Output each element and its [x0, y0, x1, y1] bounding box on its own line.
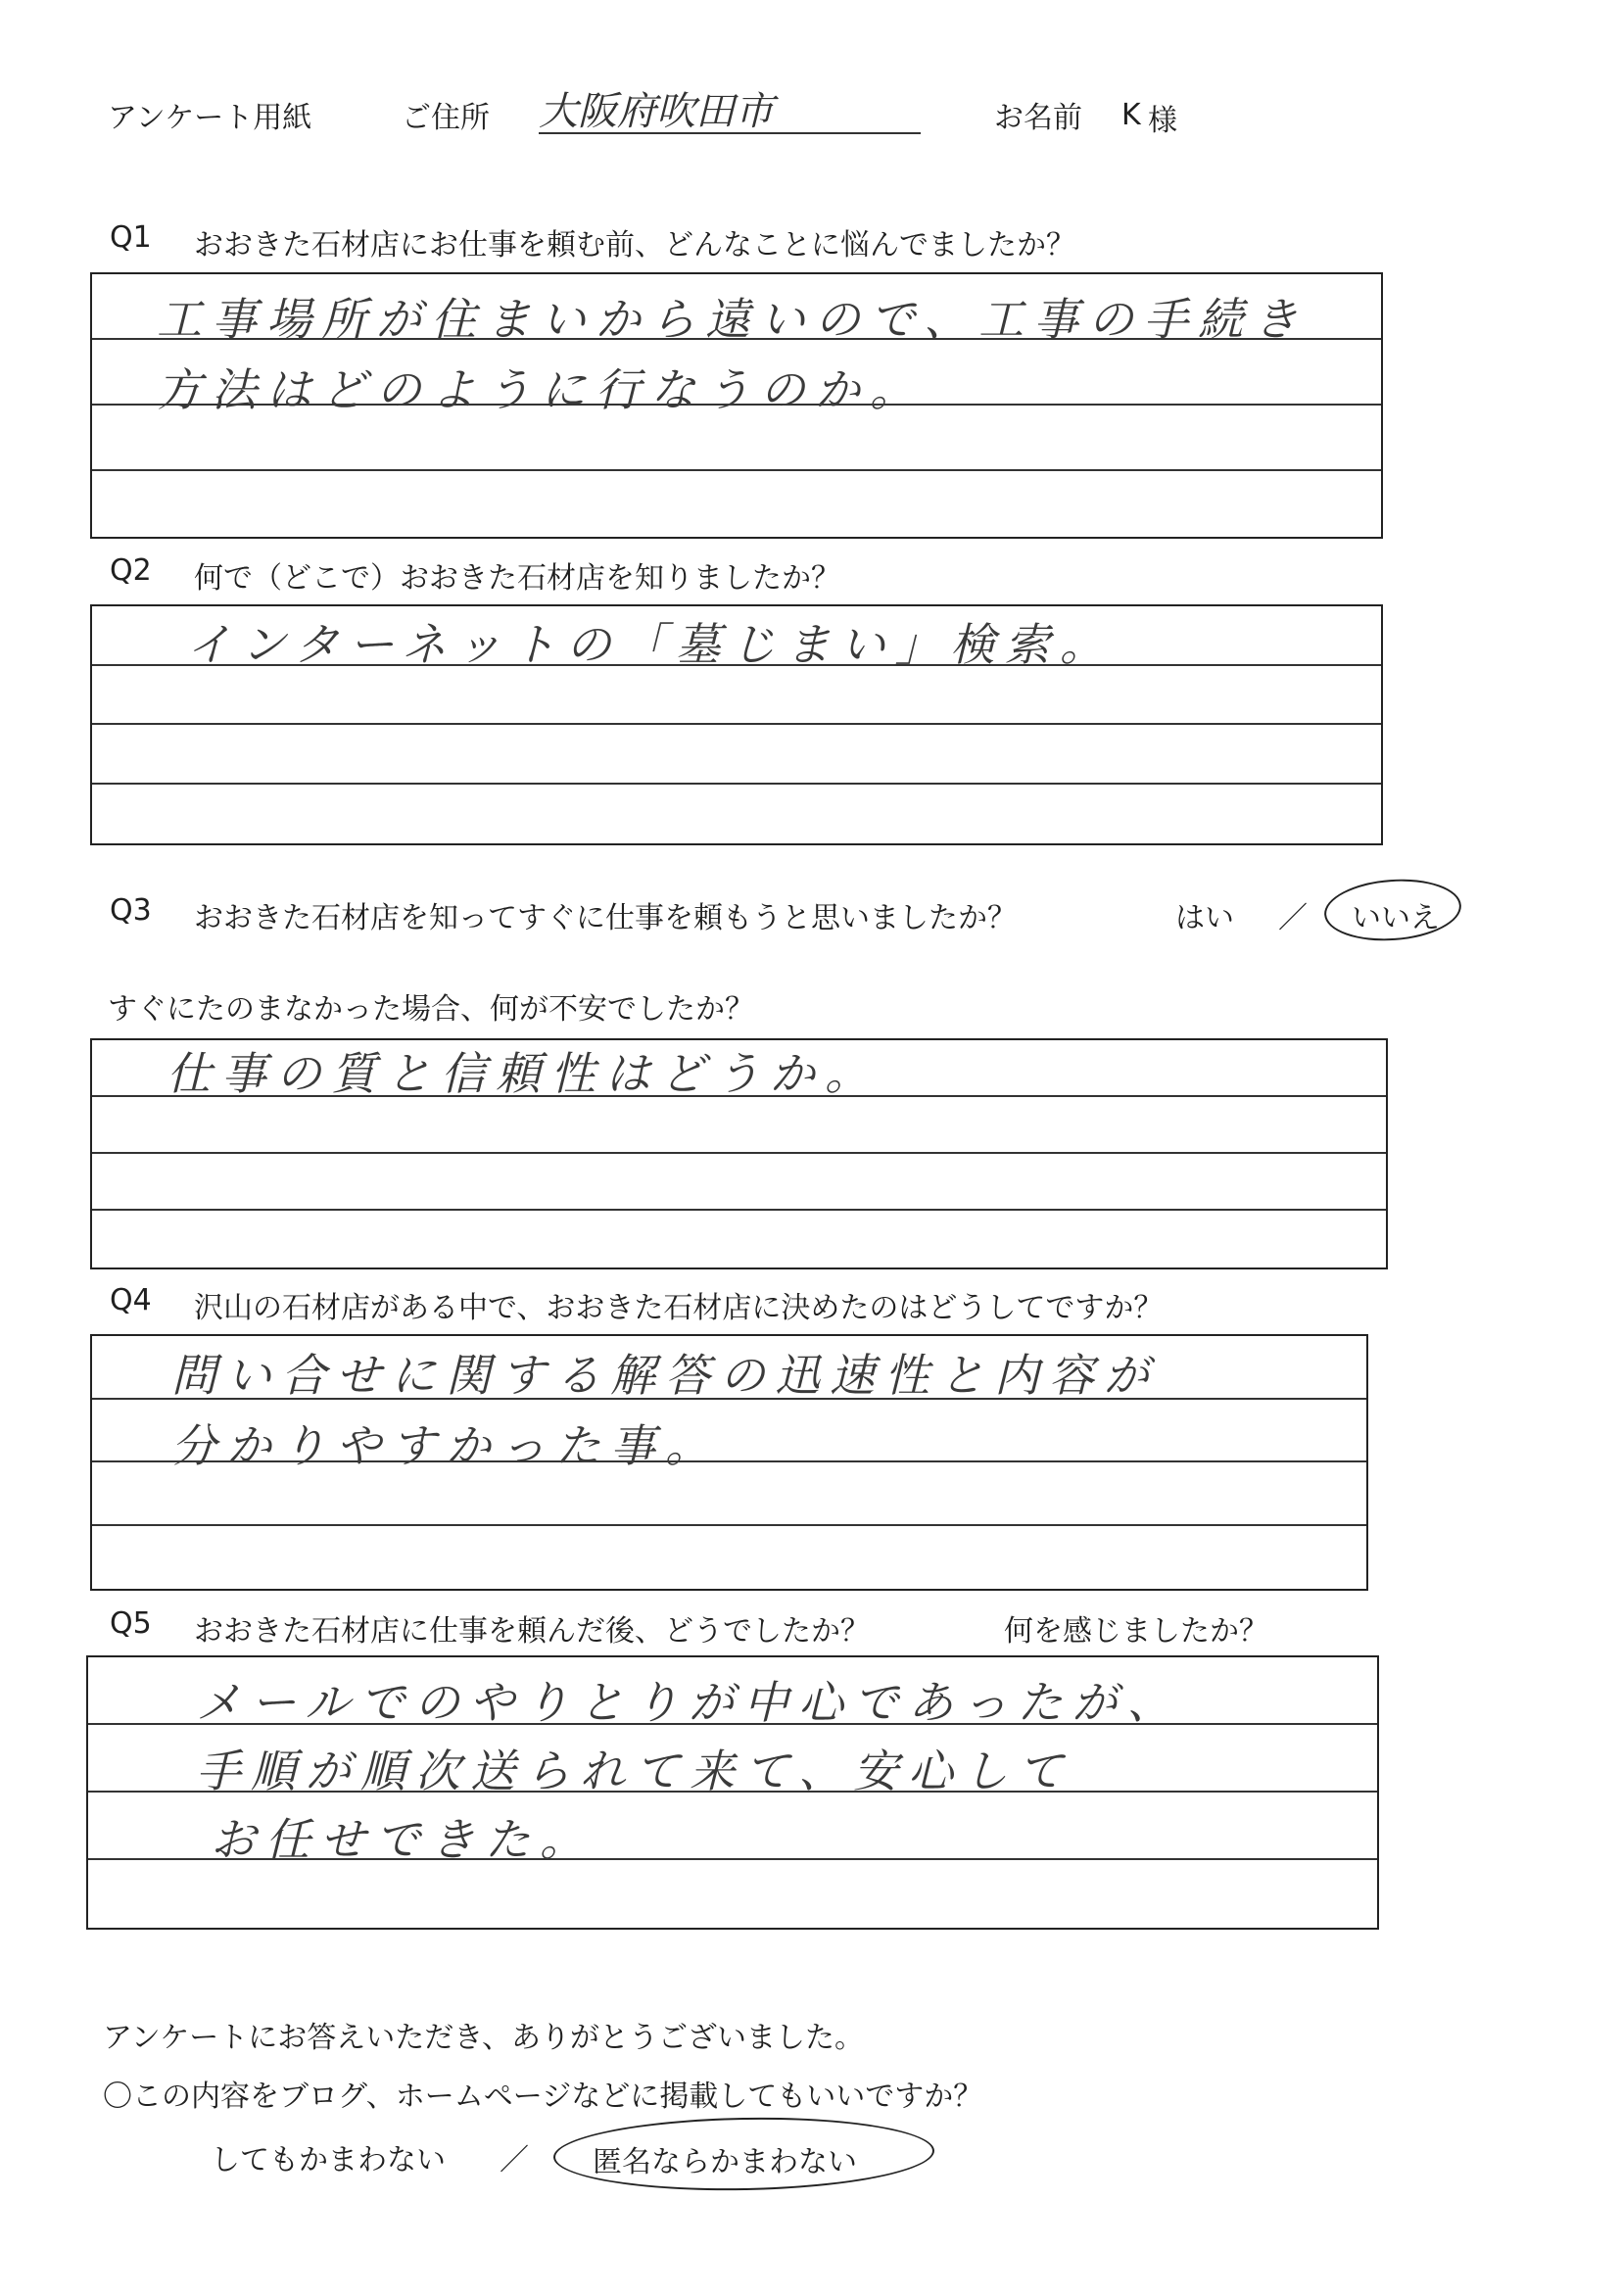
q4-answer-line-2: 分かりやすかった事。	[171, 1419, 720, 1472]
q4-answer-line-1: 問い合せに関する解答の迅速性と内容が	[171, 1349, 1159, 1402]
q3-option-no[interactable]: いいえ	[1352, 901, 1440, 935]
option-ok[interactable]: してもかまわない	[211, 2143, 446, 2177]
q4-question: 沢山の石材店がある中で、おおきた石材店に決めたのはどうしてですか？	[194, 1291, 1164, 1325]
address-label: ご住所	[402, 101, 490, 135]
q1-question: おおきた石材店にお仕事を頼む前、どんなことに悩んでましたか？	[194, 228, 1075, 263]
q1-number: Q1	[110, 220, 152, 255]
permission-question: 〇この内容をブログ、ホームページなどに掲載してもいいですか？	[103, 2080, 983, 2114]
name-suffix: 様	[1148, 104, 1177, 138]
form-title: アンケート用紙	[108, 101, 312, 135]
q2-question: 何で（どこで）おおきた石材店を知りましたか？	[194, 561, 840, 596]
q2-number: Q2	[110, 553, 152, 588]
name-value[interactable]: K	[1121, 98, 1141, 132]
q3-separator: ／	[1278, 901, 1308, 935]
q5-number: Q5	[110, 1606, 152, 1641]
q5-question: おおきた石材店に仕事を頼んだ後、どうでしたか？	[194, 1614, 870, 1649]
thanks-text: アンケートにお答えいただき、ありがとうございました。	[103, 2021, 864, 2055]
q3-number: Q3	[110, 893, 152, 928]
q1-answer-line-1: 工事場所が住まいから遠いので、工事の手続き	[157, 293, 1309, 346]
q3-question: おおきた石材店を知ってすぐに仕事を頼もうと思いましたか？	[194, 901, 1017, 935]
q3-answer-line-1: 仕事の質と信頼性はどうか。	[167, 1047, 880, 1100]
footer-separator: ／	[500, 2143, 529, 2177]
q5-answer-line-1: メールでのやりとりが中心であったが、	[196, 1676, 1182, 1729]
q3-selected-circle	[1322, 875, 1463, 945]
address-underline	[539, 132, 921, 134]
q3-followup: すぐにたのまなかった場合、何が不安でしたか？	[108, 992, 754, 1027]
address-value[interactable]: 大阪府吹田市	[539, 89, 774, 134]
q5-answer-line-3: お任せできた。	[211, 1813, 595, 1866]
q5-question-2: 何を感じましたか？	[1004, 1614, 1268, 1649]
footer-selected-circle	[552, 2115, 934, 2194]
q1-answer-line-2: 方法はどのように行なうのか。	[157, 363, 925, 416]
q4-number: Q4	[110, 1283, 152, 1317]
name-label: お名前	[994, 101, 1082, 135]
q2-answer-line-1: インターネットの「墓じまい」検索。	[186, 618, 1115, 671]
q3-option-yes[interactable]: はい	[1175, 901, 1234, 935]
option-anonymous[interactable]: 匿名ならかまわない	[593, 2145, 857, 2179]
q5-answer-line-2: 手順が順次送られて来て、安心して	[196, 1745, 1073, 1797]
